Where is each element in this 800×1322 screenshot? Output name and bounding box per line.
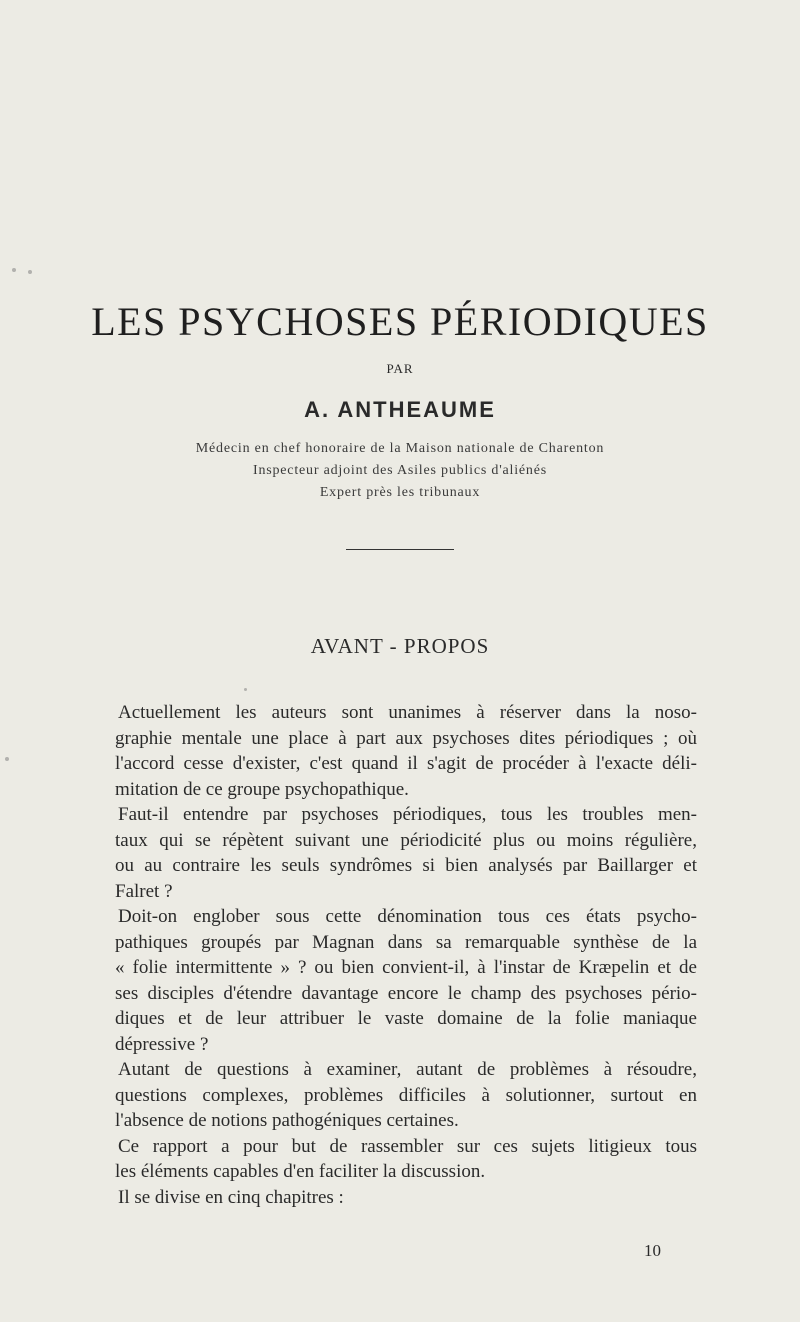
affiliation-line-3: Expert près les tribunaux xyxy=(319,485,481,500)
author-name: A. ANTHEAUME xyxy=(304,397,496,422)
body-line: Faut-il entendre par psychoses périodiques, tous les troubles men- xyxy=(118,804,697,825)
body-line: questions complexes, problèmes difficiles à solutionner, surtout en xyxy=(115,1084,697,1106)
body-line: Doit-on englober sous cette dénomination tous ces états psycho- xyxy=(118,906,697,927)
body-line: taux qui se répètent suivant une périodicité plus ou moins régulière, xyxy=(115,829,697,851)
page-number: 10 xyxy=(644,1241,661,1260)
section-divider xyxy=(346,549,454,550)
body-line: mitation de ce groupe psychopathique. xyxy=(115,778,409,800)
body-line: Autant de questions à examiner, autant de problèmes à résoudre, xyxy=(118,1059,697,1080)
body-line: Ce rapport a pour but de rassembler sur ces sujets litigieux tous xyxy=(118,1135,697,1157)
body-line: Falret ? xyxy=(115,880,173,902)
body-text xyxy=(115,700,697,1210)
paper-speck xyxy=(244,688,247,691)
body-line: « folie intermittente » ? ou bien convient-il, à l'instar de Kræpelin et de xyxy=(115,957,697,978)
body-line: l'accord cesse d'exister, c'est quand il s'agit de procéder à l'exacte déli- xyxy=(115,753,697,774)
affiliation-line-1: Médecin en chef honoraire de la Maison nationale de Charenton xyxy=(195,441,605,456)
body-line: graphie mentale une place à part aux psychoses dites périodiques ; où xyxy=(115,727,697,749)
section-heading: AVANT - PROPOS xyxy=(310,634,490,658)
body-line: dépressive ? xyxy=(115,1033,209,1055)
affiliation-line-2: Inspecteur adjoint des Asiles publics d'aliénés xyxy=(252,463,547,478)
paper-speck xyxy=(5,757,9,761)
paper-speck xyxy=(12,268,16,272)
body-line: pathiques groupés par Magnan dans sa remarquable synthèse de la xyxy=(115,931,697,953)
body-line: Il se divise en cinq chapitres : xyxy=(118,1186,344,1208)
body-line: ses disciples d'étendre davantage encore le champ des psychoses pério- xyxy=(115,982,697,1004)
document-title: LES PSYCHOSES PÉRIODIQUES xyxy=(91,299,709,344)
body-line: l'absence de notions pathogéniques certaines. xyxy=(115,1110,459,1131)
body-line: les éléments capables d'en faciliter la discussion. xyxy=(115,1161,486,1182)
body-line: Actuellement les auteurs sont unanimes à réserver dans la noso- xyxy=(118,702,697,723)
body-line: diques et de leur attribuer le vaste domaine de la folie maniaque xyxy=(115,1008,697,1029)
body-line: ou au contraire les seuls syndrômes si bien analysés par Baillarger et xyxy=(115,855,697,876)
paper-speck xyxy=(28,270,32,274)
by-label: PAR xyxy=(386,361,414,376)
